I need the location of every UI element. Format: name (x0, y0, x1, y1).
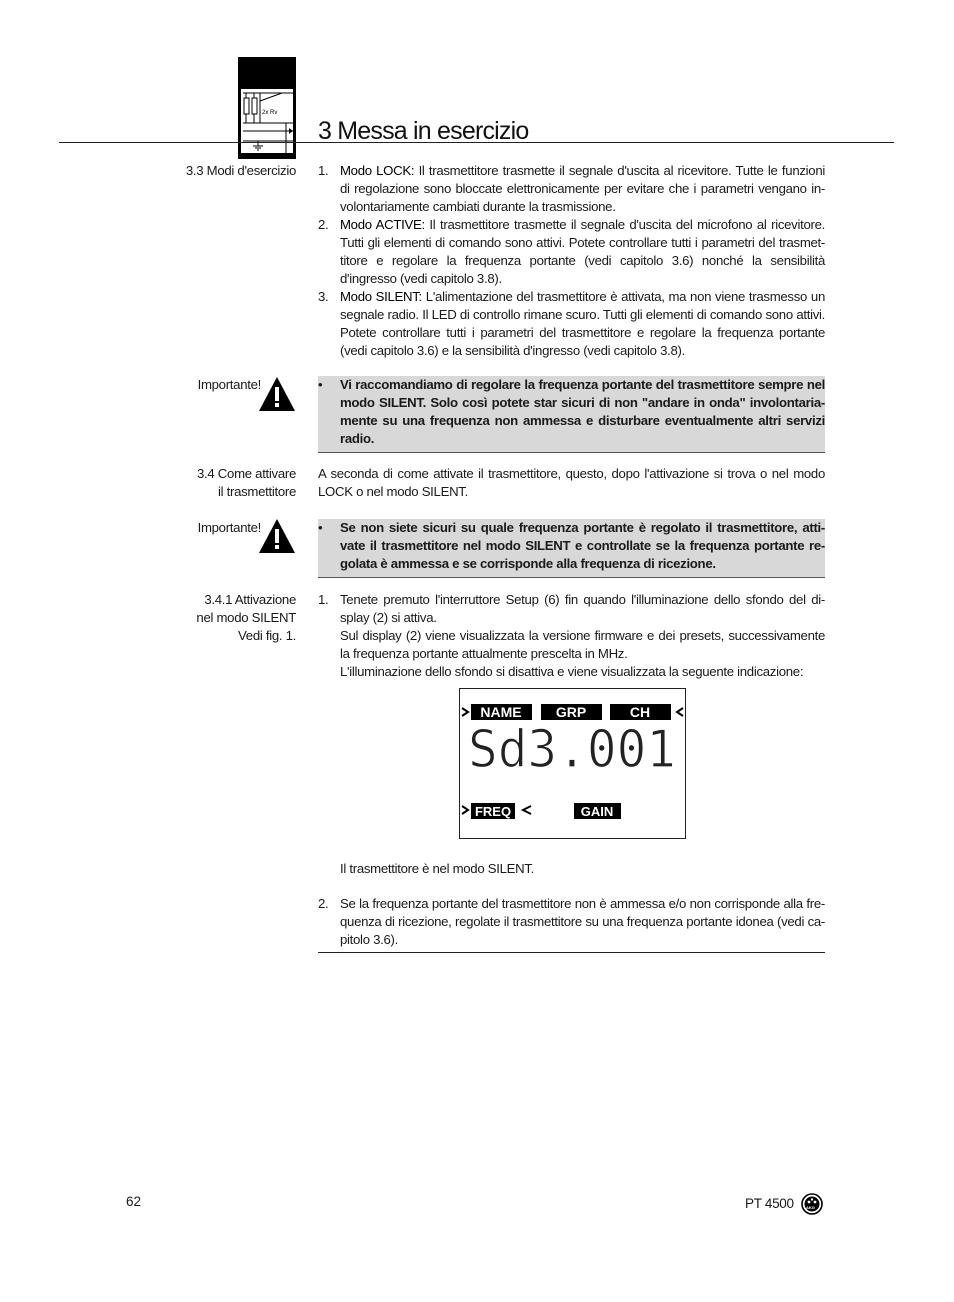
product-name: PT 4500 (745, 1196, 794, 1211)
list-number: 1. (318, 163, 329, 178)
lcd-tag-name: NAME (480, 704, 522, 720)
chapter-tab (238, 57, 296, 159)
section-3-3-body (318, 162, 825, 360)
warning-icon (258, 518, 296, 554)
important-box-2 (318, 519, 825, 578)
list-number: 2. (318, 217, 329, 232)
section-label-line: 3.4 Come attivare (197, 466, 296, 481)
paragraph: A seconda di come attivate il trasmettitore, questo, dopo l'attivazione si trova o nel modo LOCK o nel modo SILENT. (318, 466, 825, 499)
important-label: Importante! (197, 377, 261, 392)
section-3-4-1-body (318, 591, 825, 681)
list-number: 2. (318, 896, 329, 911)
lcd-display-figure (459, 688, 686, 839)
diagram-label: 2x Rv (262, 110, 278, 116)
bullet: • (318, 377, 323, 392)
list-number: 1. (318, 592, 329, 607)
figure-caption: Il trasmettitore è nel modo SILENT. (340, 861, 534, 876)
list-item (318, 519, 825, 573)
section-label-line: 3.4.1 Attivazione (204, 592, 296, 607)
lcd-tag-ch: CH (629, 704, 651, 720)
logo-text: AKG (806, 1205, 815, 1210)
important-text: Vi raccomandiamo di regolare la frequenza portante del trasmettitore sempre nel modo SILENT. Solo così potete star sicuri di non "andare in onda" involontaria-mente su una frequenza non ammessa e disturbare eventualmente altri servizi radio. (340, 377, 825, 446)
section-label-3-3: 3.3 Modi d'esercizio (185, 163, 296, 178)
brand-logo (801, 1193, 823, 1215)
list-item (318, 591, 825, 681)
lcd-display (460, 689, 685, 838)
important-label: Importante! (197, 520, 261, 535)
mode-description: Il trasmettitore trasmette il segnale d'uscita del microfono al ricevitore. Tutti gli elementi di comando sono attivi. Potete controllare tutti i parametri del trasmet-titore e regolare la frequenza portante (vedi capitolo 3.6) nonché la sensibilità d'ingresso (vedi capitolo 3.8). (340, 217, 825, 286)
paragraph: Se la frequenza portante del trasmettitore non è ammessa e/o non corrisponde alla fre-quenza di ricezione, regolate il trasmettitore su una frequenza portante idonea (vedi ca-pitolo 3.6). (340, 896, 825, 947)
step-2-block (318, 895, 825, 949)
lcd-tag-grp: GRP (555, 704, 587, 720)
figure-caption-block (340, 860, 825, 878)
mode-term: Modo SILENT: (340, 289, 422, 304)
lcd-readout: Sd3.001 (468, 720, 676, 780)
list-item (318, 216, 825, 288)
paragraph: Tenete premuto l'interruttore Setup (6) fin quando l'illuminazione dello sfondo del di-splay (2) si attiva. (340, 592, 825, 625)
section-label-line: il trasmettitore (217, 484, 296, 499)
mode-description: Il trasmettitore trasmette il segnale d'uscita al ricevitore. Tutte le funzioni di regolazione sono bloccate elettronicamente per evitare che i parametri vengano in-volontariamente cambiati durante la trasmissione. (340, 163, 825, 214)
section-3-4-body (318, 465, 825, 501)
lcd-tag-freq: FREQ (474, 804, 512, 819)
lcd-tag-gain: GAIN (580, 804, 614, 819)
section-label-line: nel modo SILENT (196, 610, 296, 625)
figure-reference: Vedi fig. 1. (238, 628, 296, 643)
list-item (318, 376, 825, 448)
important-text: Se non siete sicuri su quale frequenza portante è regolato il trasmettitore, atti-vate il trasmettitore nel modo SILENT e controllate se la frequenza portante re-golata è ammessa e se corrisponde alla frequenza di ricezione. (340, 520, 825, 571)
paragraph: L'illuminazione dello sfondo si disattiva e viene visualizzata la seguente indicazione: (340, 664, 804, 679)
paragraph: Sul display (2) viene visualizzata la versione firmware e dei presets, successivamente la frequenza portante attualmente prescelta in MHz. (340, 628, 825, 661)
page-number: 62 (126, 1194, 142, 1209)
section-label-3-4-1 (100, 591, 296, 645)
important-box-1 (318, 376, 825, 453)
section-end-rule (318, 952, 825, 953)
akg-logo-icon (801, 1193, 823, 1215)
circuit-diagram-icon (238, 57, 296, 159)
mode-term: Modo LOCK: (340, 163, 415, 178)
mode-description: L'alimentazione del trasmettitore è attivata, ma non viene trasmesso un segnale radio. Il LED di controllo rimane scuro. Tutti gli elementi di comando sono attivi. Potete controllare tutti i parametri del trasmettitore e regolare la frequenza portante (vedi capitolo 3.6) e la sensibilità d'ingresso (vedi capitolo 3.8). (340, 289, 825, 358)
section-label-3-4 (100, 465, 296, 501)
list-item (318, 288, 825, 360)
warning-icon (258, 376, 296, 412)
list-number: 3. (318, 289, 329, 304)
list-item (318, 895, 825, 949)
chapter-title: 3 Messa in esercizio (318, 117, 529, 145)
bullet: • (318, 520, 323, 535)
mode-term: Modo ACTIVE: (340, 217, 425, 232)
list-item (318, 162, 825, 216)
